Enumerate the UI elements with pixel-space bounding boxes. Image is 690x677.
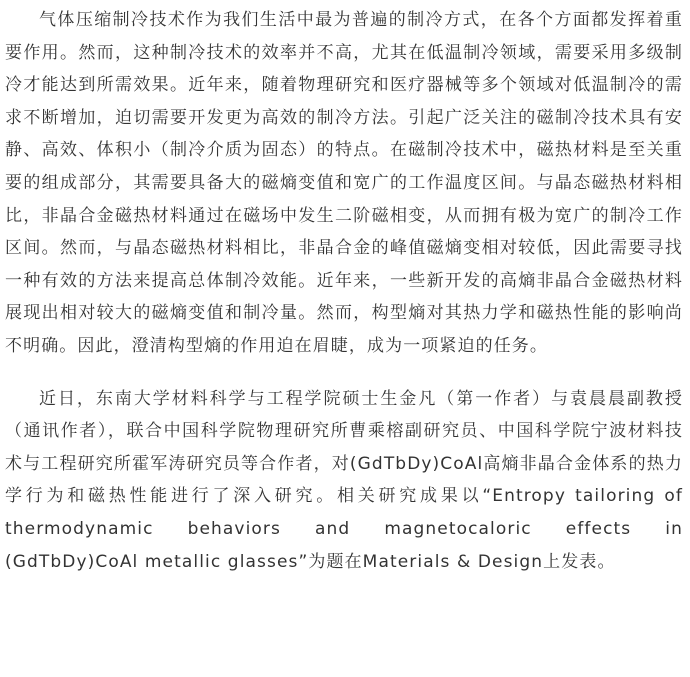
paragraph-background: 气体压缩制冷技术作为我们生活中最为普遍的制冷方式，在各个方面都发挥着重要作用。然而，这种制冷技术的效率并不高，尤其在低温制冷领域，需要采用多级制冷才能达到所需效果。近年来，随着物理研究和医疗器械等多个领域对低温制冷的需求不断增加，迫切需要开发更为高效的制冷方法。引起广泛关注的磁制冷技术具有安静、高效、体积小（制冷介质为固态）的特点。在磁制冷技术中，磁热材料是至关重要的组成部分，其需要具备大的磁熵变值和宽广的工作温度区间。与晶态磁热材料相比，非晶合金磁热材料通过在磁场中发生二阶磁相变，从而拥有极为宽广的制冷工作区间。然而，与晶态磁热材料相比，非晶合金的峰值磁熵变相对较低，因此需要寻找一种有效的方法来提高总体制冷效能。近年来，一些新开发的高熵非晶合金磁热材料展现出相对较大的磁熵变值和制冷量。然而，构型熵对其热力学和磁热性能的影响尚不明确。因此，澄清构型熵的作用迫在眉睫，成为一项紧迫的任务。 bbox=[5, 10, 683, 356]
article-body bbox=[5, 4, 683, 578]
paragraph-research-news: 近日，东南大学材料科学与工程学院硕士生金凡（第一作者）与袁晨晨副教授（通讯作者），联合中国科学院物理研究所曹乘榕副研究员、中国科学院宁波材料技术与工程研究所霍军涛研究员等合作者，对(GdTbDy)CoAl高熵非晶合金体系的热力学行为和磁热性能进行了深入研究。相关研究成果以“Entropy tailoring of thermodynamic behaviors and magnetocaloric effects in (GdTbDy)CoAl metallic glasses”为题在Materials & Design上发表。 bbox=[5, 388, 683, 572]
